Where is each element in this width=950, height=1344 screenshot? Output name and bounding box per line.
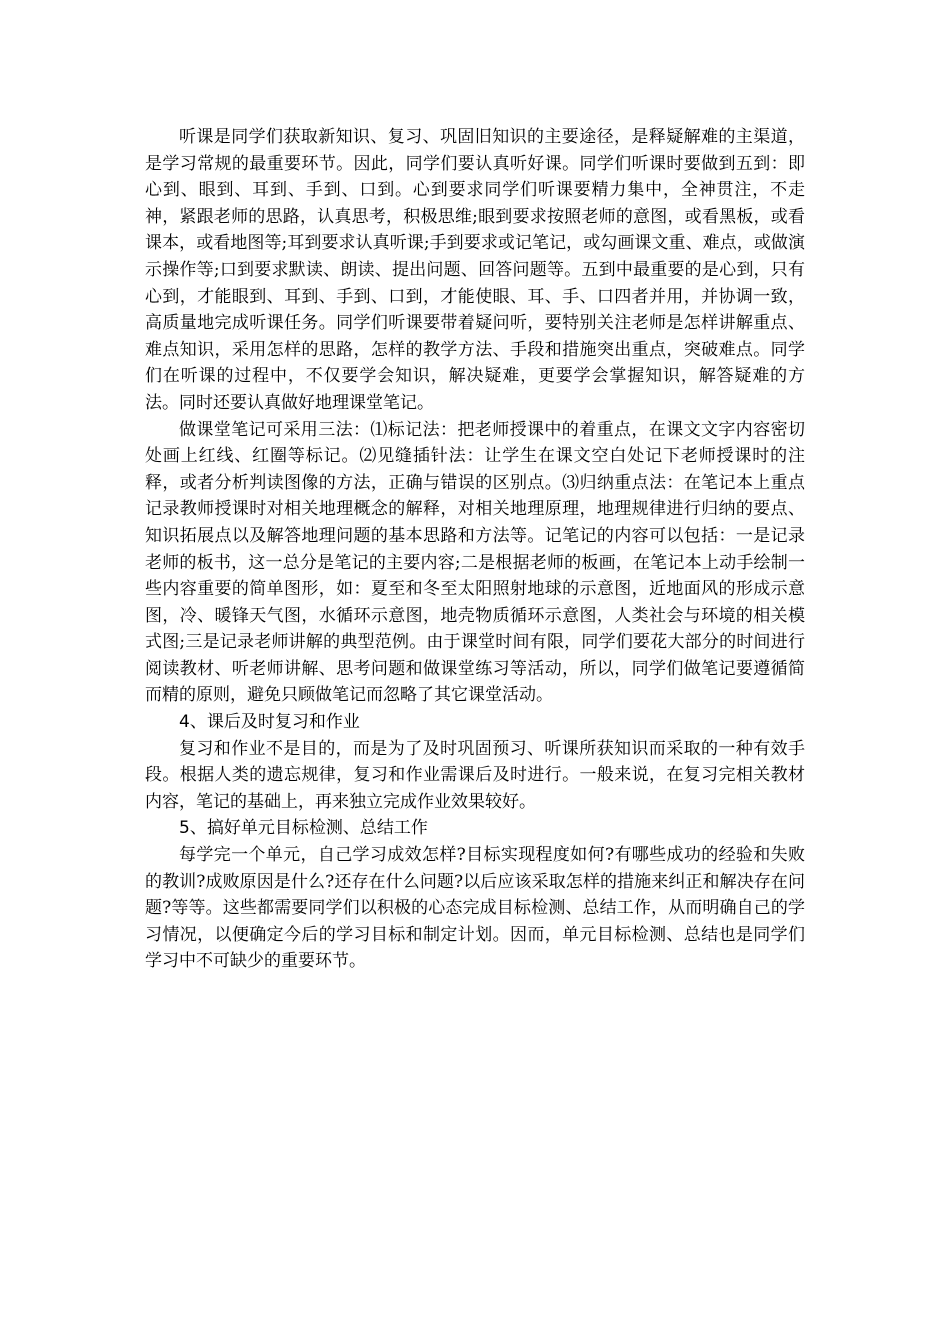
paragraph-notes: 做课堂笔记可采用三法：⑴标记法：把老师授课中的着重点，在课文文字内容密切处画上红线、红圈等标记。⑵见缝插针法：让学生在课文空白处记下老师授课时的注释，或者分析判读图像的方法，正确与错误的区别点。⑶归纳重点法：在笔记本上重点记录教师授课时对相关地理概念的解释，对相关地理原理，地理规律进行归纳的要点、知识拓展点以及解答地理问题的基本思路和方法等。记笔记的内容可以包括：一是记录老师的板书，这一总分是笔记的主要内容;二是根据老师的板画，在笔记本上动手绘制一些内容重要的简单图形，如：夏至和冬至太阳照射地球的示意图，近地面风的形成示意图，冷、暖锋天气图，水循环示意图，地壳物质循环示意图，人类社会与环境的相关模式图;三是记录老师讲解的典型范例。由于课堂时间有限，同学们要花大部分的时间进行阅读教材、听老师讲解、思考问题和做课堂练习等活动，所以，同学们做笔记要遵循简而精的原则，避免只顾做笔记而忽略了其它课堂活动。 — [145, 419, 805, 706]
document-body — [145, 124, 805, 975]
paragraph-unit-test: 每学完一个单元，自己学习成效怎样?目标实现程度如何?有哪些成功的经验和失败的教训?成败原因是什么?还存在什么问题?以后应该采取怎样的措施来纠正和解决存在问题?等等。这些都需要同学们以积极的心态完成目标检测、总结工作，从而明确自己的学习情况，以便确定今后的学习目标和制定计划。因而，单元目标检测、总结也是同学们学习中不可缺少的重要环节。 — [145, 845, 805, 972]
section-heading-unit-test: 5、搞好单元目标检测、总结工作 — [179, 818, 428, 839]
paragraph-listening: 听课是同学们获取新知识、复习、巩固旧知识的主要途径，是释疑解难的主渠道，是学习常规的最重要环节。因此，同学们要认真听好课。同学们听课时要做到五到：即心到、眼到、耳到、手到、口到。心到要求同学们听课要精力集中，全神贯注，不走神，紧跟老师的思路，认真思考，积极思维;眼到要求按照老师的意图，或看黑板，或看课本，或看地图等;耳到要求认真听课;手到要求或记笔记，或勾画课文重、难点，或做演示操作等;口到要求默读、朗读、提出问题、回答问题等。五到中最重要的是心到，只有心到，才能眼到、耳到、手到、口到，才能使眼、耳、手、口四者并用，并协调一致，高质量地完成听课任务。同学们听课要带着疑问听，要特别关注老师是怎样讲解重点、难点知识，采用怎样的思路，怎样的教学方法、手段和措施突出重点，突破难点。同学们在听课的过程中，不仅要学会知识，解决疑难，更要学会掌握知识，解答疑难的方法。同时还要认真做好地理课堂笔记。 — [145, 127, 805, 413]
section-heading-review: 4、课后及时复习和作业 — [179, 712, 360, 733]
paragraph-review: 复习和作业不是目的，而是为了及时巩固预习、听课所获知识而采取的一种有效手段。根据人类的遗忘规律，复习和作业需课后及时进行。一般来说，在复习完相关教材内容，笔记的基础上，再来独立完成作业效果较好。 — [145, 738, 805, 812]
